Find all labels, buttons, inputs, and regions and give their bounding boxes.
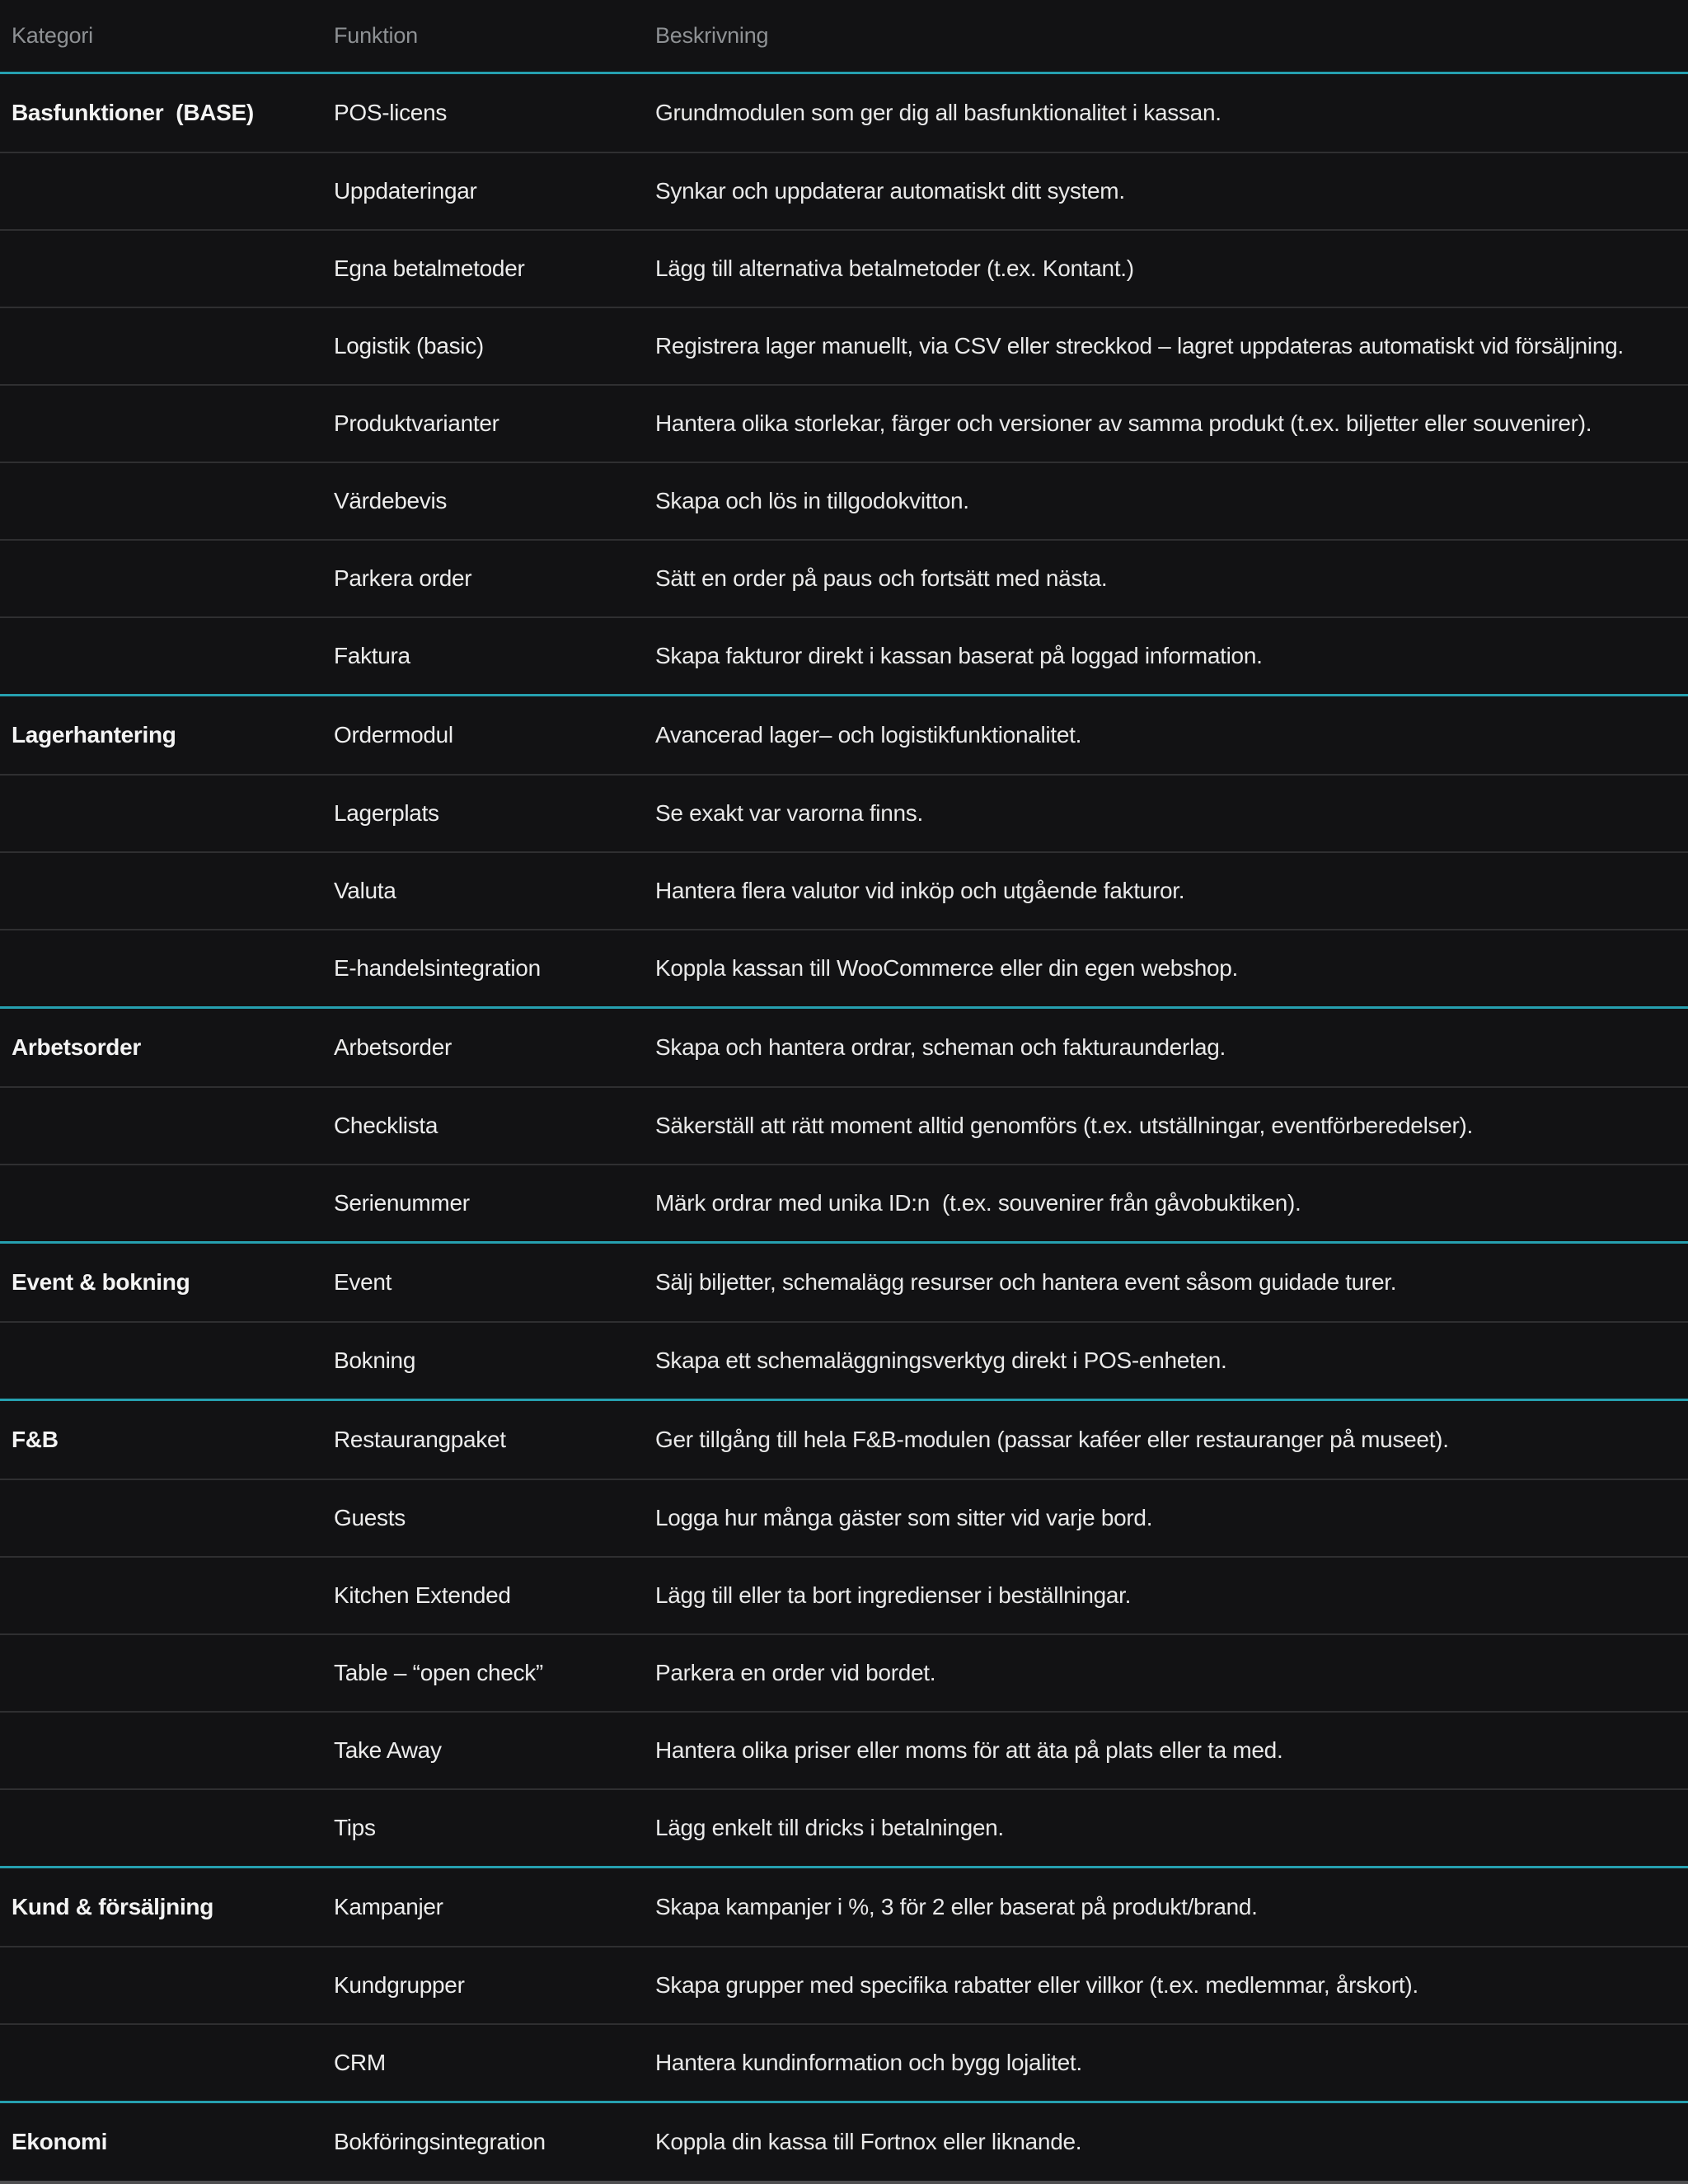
funktion-cell: Tips (334, 1815, 376, 1840)
category-cell: Kund & försäljning (12, 1894, 214, 1919)
table-row (0, 1244, 1688, 1321)
beskrivning-cell: Märk ordrar med unika ID:n (t.ex. souvenirer från gåvobuktiken). (655, 1190, 1301, 1216)
beskrivning-cell: Grundmodulen som ger dig all basfunktionalitet i kassan. (655, 100, 1221, 125)
category-cell: F&B (12, 1427, 59, 1452)
table-section (0, 1006, 1688, 1241)
table-row (0, 1321, 1688, 1399)
table-row (0, 539, 1688, 616)
table-header-row (0, 0, 1688, 74)
funktion-cell: Kundgrupper (334, 1972, 465, 1998)
table-row (0, 851, 1688, 929)
table-row (0, 152, 1688, 229)
table-row (0, 1164, 1688, 1241)
category-cell: Ekonomi (12, 2129, 108, 2154)
beskrivning-cell: Säkerställ att rätt moment alltid genomförs (t.ex. utställningar, eventförberedelser). (655, 1113, 1474, 1138)
funktion-cell: Bokning (334, 1347, 416, 1373)
table-row (0, 1633, 1688, 1711)
table-section (0, 1866, 1688, 2101)
funktion-cell: Faktura (334, 643, 410, 668)
table-row (0, 1556, 1688, 1633)
funktion-cell: E-handelsintegration (334, 955, 541, 981)
beskrivning-cell: Parkera en order vid bordet. (655, 1660, 936, 1685)
beskrivning-cell: Se exakt var varorna finns. (655, 800, 923, 826)
beskrivning-cell: Skapa och hantera ordrar, scheman och fakturaunderlag. (655, 1034, 1226, 1060)
funktion-cell: Bokföringsintegration (334, 2129, 546, 2154)
beskrivning-cell: Koppla din kassa till Fortnox eller liknande. (655, 2129, 1082, 2154)
bottom-divider (0, 2181, 1688, 2184)
table-row (0, 307, 1688, 384)
funktion-cell: Guests (334, 1505, 406, 1530)
funktion-cell: Ordermodul (334, 722, 453, 748)
table-section (0, 1399, 1688, 1866)
table-row (0, 616, 1688, 694)
funktion-cell: Parkera order (334, 565, 472, 591)
funktion-cell: Egna betalmetoder (334, 255, 525, 281)
beskrivning-cell: Lägg enkelt till dricks i betalningen. (655, 1815, 1004, 1840)
table-row (0, 1086, 1688, 1164)
funktion-cell: Arbetsorder (334, 1034, 452, 1060)
beskrivning-cell: Hantera olika priser eller moms för att äta på plats eller ta med. (655, 1737, 1283, 1763)
beskrivning-cell: Sätt en order på paus och fortsätt med nästa. (655, 565, 1108, 591)
funktion-cell: Table – “open check” (334, 1660, 543, 1685)
table-row (0, 74, 1688, 152)
table-row (0, 2023, 1688, 2101)
table-row (0, 696, 1688, 774)
funktion-cell: Serienummer (334, 1190, 470, 1216)
funktion-cell: Produktvarianter (334, 410, 499, 436)
beskrivning-cell: Ger tillgång till hela F&B-modulen (passar kaféer eller restauranger på museet). (655, 1427, 1449, 1452)
funktion-cell: Logistik (basic) (334, 333, 484, 359)
funktion-cell: Event (334, 1269, 392, 1295)
table-section (0, 694, 1688, 1006)
table-row (0, 1009, 1688, 1086)
beskrivning-cell: Logga hur många gäster som sitter vid varje bord. (655, 1505, 1153, 1530)
funktion-cell: Checklista (334, 1113, 438, 1138)
table-body (0, 74, 1688, 2181)
beskrivning-cell: Skapa ett schemaläggningsverktyg direkt i POS-enheten. (655, 1347, 1227, 1373)
table-row (0, 229, 1688, 307)
funktion-cell: Valuta (334, 878, 396, 903)
beskrivning-cell: Lägg till alternativa betalmetoder (t.ex. Kontant.) (655, 255, 1134, 281)
beskrivning-cell: Koppla kassan till WooCommerce eller din egen webshop. (655, 955, 1239, 981)
table-row (0, 1479, 1688, 1556)
table-row (0, 2103, 1688, 2181)
funktion-cell: Take Away (334, 1737, 442, 1763)
beskrivning-cell: Hantera olika storlekar, färger och versioner av samma produkt (t.ex. biljetter eller souvenirer). (655, 410, 1592, 436)
beskrivning-cell: Lägg till eller ta bort ingredienser i beställningar. (655, 1582, 1132, 1608)
beskrivning-cell: Synkar och uppdaterar automatiskt ditt system. (655, 178, 1125, 204)
beskrivning-cell: Avancerad lager– och logistikfunktionalitet. (655, 722, 1082, 748)
category-cell: Lagerhantering (12, 722, 176, 748)
beskrivning-cell: Registrera lager manuellt, via CSV eller streckkod – lagret uppdateras automatiskt vid försäljning. (655, 333, 1624, 359)
category-cell: Arbetsorder (12, 1034, 141, 1060)
table-row (0, 384, 1688, 462)
funktion-cell: Uppdateringar (334, 178, 477, 204)
funktion-cell: Kampanjer (334, 1894, 443, 1919)
table-row (0, 929, 1688, 1006)
table-row (0, 1788, 1688, 1866)
table-section (0, 1241, 1688, 1399)
beskrivning-cell: Skapa och lös in tillgodokvitton. (655, 488, 969, 513)
category-cell: Basfunktioner (BASE) (12, 100, 254, 125)
beskrivning-cell: Skapa kampanjer i %, 3 för 2 eller baserat på produkt/brand. (655, 1894, 1258, 1919)
beskrivning-cell: Skapa grupper med specifika rabatter eller villkor (t.ex. medlemmar, årskort). (655, 1972, 1418, 1998)
category-cell: Event & bokning (12, 1269, 190, 1295)
column-header-kategori: Kategori (12, 23, 93, 48)
funktion-cell: POS-licens (334, 100, 448, 125)
column-header-funktion: Funktion (334, 23, 418, 48)
beskrivning-cell: Sälj biljetter, schemalägg resurser och hantera event såsom guidade turer. (655, 1269, 1397, 1295)
beskrivning-cell: Skapa fakturor direkt i kassan baserat på loggad information. (655, 643, 1263, 668)
table-section (0, 74, 1688, 694)
table-section (0, 2101, 1688, 2181)
beskrivning-cell: Hantera kundinformation och bygg lojalitet. (655, 2050, 1082, 2075)
funktion-cell: CRM (334, 2050, 386, 2075)
table-row (0, 774, 1688, 851)
table-row (0, 1401, 1688, 1479)
table-row (0, 1868, 1688, 1946)
funktion-cell: Kitchen Extended (334, 1582, 511, 1608)
funktion-cell: Restaurangpaket (334, 1427, 506, 1452)
funktion-cell: Värdebevis (334, 488, 448, 513)
column-header-beskrivning: Beskrivning (655, 23, 769, 48)
beskrivning-cell: Hantera flera valutor vid inköp och utgående fakturor. (655, 878, 1185, 903)
table-row (0, 1946, 1688, 2023)
table-row (0, 462, 1688, 539)
table-row (0, 1711, 1688, 1788)
funktion-cell: Lagerplats (334, 800, 439, 826)
